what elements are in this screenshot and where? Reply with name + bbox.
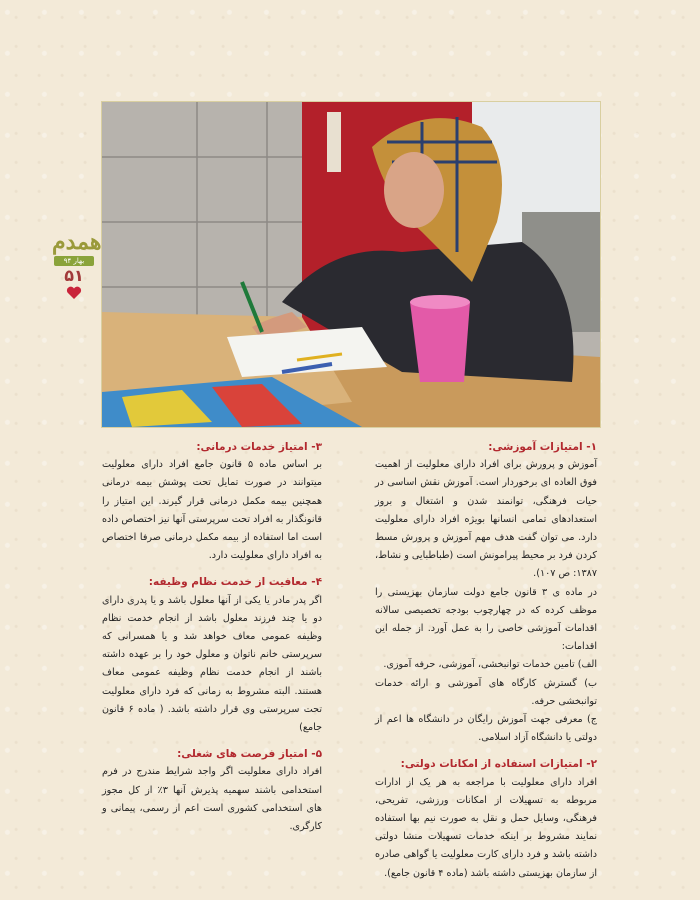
section-heading: ۵- امتیاز فرصت های شغلی:: [177, 748, 322, 761]
list-item: ج) معرفی جهت آموزش رایگان در دانشگاه ها اعم از دولتی یا دانشگاه آزاد اسلامی.: [375, 714, 597, 744]
issue-season: بهار ۹۴: [54, 256, 94, 266]
paragraph: آموزش و پرورش برای افراد دارای معلولیت از اهمیت فوق العاده ای برخوردار است. آموزش نقش اساسی در حیات فرهنگی، توانمند شدن و اشتغال و بروز استعدادهای تمامی انسانها بویژه افراد دارای معلولیت دارد. می توان گفت هدف مهم آموزش و پرورش مسط کردن فرد بر محیط پیرامونش است (طباطبایی و نشاط، ۱۳۸۷: ص ۱۰۷).: [375, 459, 597, 580]
section-heading: ۳- امتیاز خدمات درمانی:: [196, 441, 322, 453]
photo: [101, 101, 601, 428]
heart-icon: [66, 286, 82, 300]
magazine-logo: [52, 229, 102, 300]
section-heading: ۴- معافیت از خدمت نظام وظیفه:: [148, 576, 322, 589]
paragraph: افراد دارای معلولیت اگر واجد شرایط مندرج در فرم استخدامی باشند سهمیه پذیرش آنها ۳٪ از کل مجوز های استخدامی کشوری است اعم از رسمی، پیمانی و کارگری.: [102, 766, 323, 833]
text-column-right: [375, 438, 597, 883]
page-number: ۵۱: [64, 266, 84, 285]
paragraph: بر اساس ماده ۵ قانون جامع افراد دارای معلولیت میتوانند در صورت تمایل تحت پوشش بیمه درمانی همچنین بیمه مکمل درمانی قرار گیرند. این امتیاز را قانونگذار به افراد تحت سرپرستی آنها نیز اختصاص داده است اما استفاده از بیمه مکمل درمانی صرفا اختصاص به افراد دارای معلولیت دارد.: [102, 459, 322, 562]
text-column-left: [102, 438, 322, 836]
paragraph: افراد دارای معلولیت با مراجعه به هر یک از ادارات مربوطه به تسهیلات از امکانات ورزشی، تفریحی، فرهنگی، وسایل حمل و نقل به صورت نیم بها استفاده نمایند مشروط بر اینکه خدمات تسهیلات منشا دولتی داشته باشد و فرد دارای کارت معلولیت یا گواهی صادره از سازمان بهزیستی داشته باشد (ماده ۴ قانون جامع).: [375, 776, 597, 879]
section-heading: ۱- امتیازات آموزشی:: [488, 441, 597, 453]
list-item: ب) گسترش کارگاه های آموزشی و ارائه خدمات توانبخشی حرفه.: [375, 677, 597, 707]
paragraph: اگر پدر مادر یا یکی از آنها معلول باشد و یا پدری دارای دو یا چند فرزند معلول باشد از انجام خدمت نظام وظیفه عمومی معاف خواهد شد و یا همسرانی که سرپرستی خانم ناتوان و معلول خود را بر عهده داشته باشند از انجام خدمت نظام وظیفه عمومی معاف هستند. البته مشروط به زمانی که فرد دارای معلولیت تحت سرپرستی وی قرار داشته باشد. ( ماده ۶ قانون جامع): [102, 594, 322, 734]
paragraph: در ماده ی ۳ قانون جامع دولت سازمان بهزیستی را موظف کرده که در چهارچوب بودجه تخصیصی سالانه اقدامات آموزشی خاصی را به عمل آورد. از جمله این اقدامات:: [375, 586, 597, 653]
logo-word: همدم: [52, 229, 102, 255]
section-heading: ۲- امتیازات استفاده از امکانات دولتی:: [400, 758, 597, 771]
list-item: الف) تامین خدمات توانبخشی، آموزشی، حرفه آموزی.: [383, 659, 597, 671]
photo-woman-drawing: [102, 102, 600, 427]
